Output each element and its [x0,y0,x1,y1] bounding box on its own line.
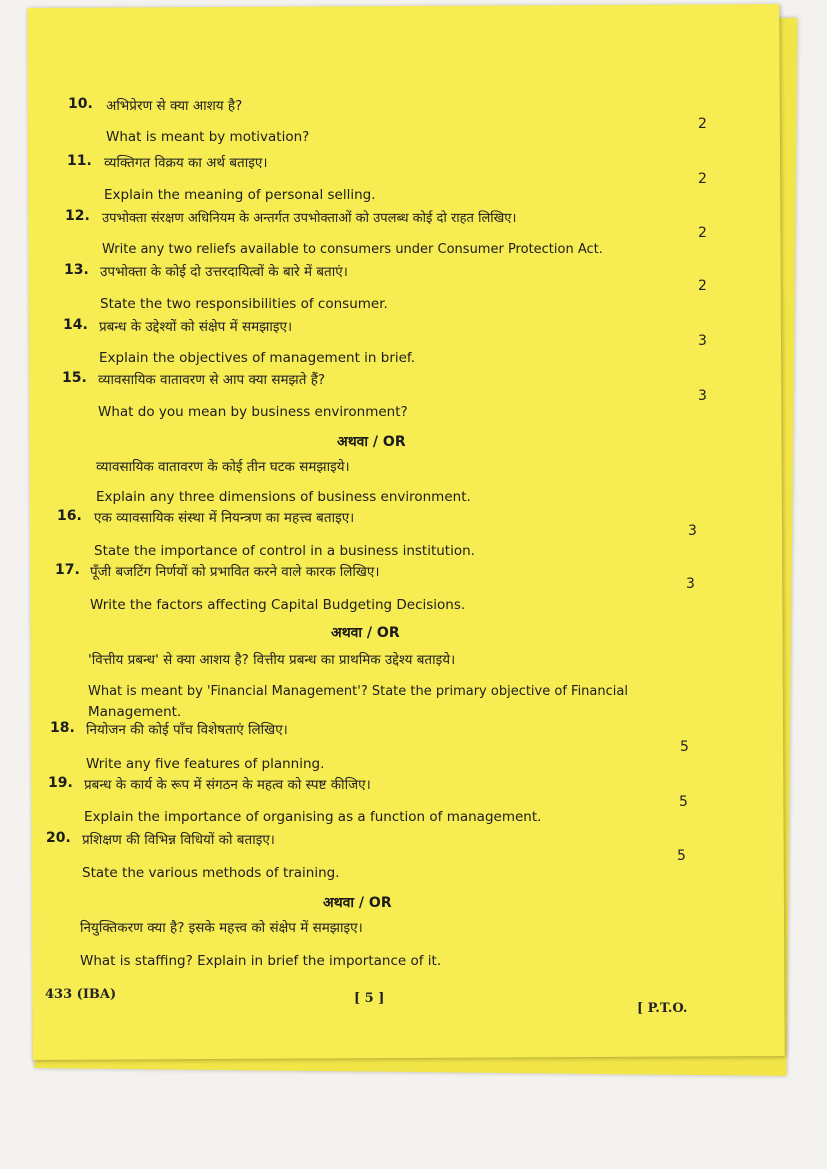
question-marks: 2 [698,171,707,187]
paper-code: 433 (IBA) [45,987,117,1002]
question-marks: 5 [680,739,689,755]
question-number: 16. [57,508,82,524]
question-marks: 2 [698,225,707,241]
question-english: State the various methods of training. [82,865,340,881]
question-hindi: प्रबन्ध के उद्देश्यों को संक्षेप में समझाइए। [99,319,293,335]
question-or-english-continued: Management. [88,704,182,720]
question-english: Explain the objectives of management in brief. [99,350,415,366]
question-number: 14. [63,317,88,333]
question-number: 10. [68,96,93,112]
question-or-english: What is meant by 'Financial Management'? State the primary objective of Financial [88,684,628,699]
question-english: What do you mean by business environment? [98,404,408,420]
question-marks: 3 [688,523,697,539]
question-or-english: What is staffing? Explain in brief the importance of it. [80,953,442,969]
question-marks: 3 [698,333,707,349]
question-english: What is meant by motivation? [106,129,310,145]
question-hindi: व्यावसायिक वातावरण से आप क्या समझते हैं? [98,372,326,388]
or-separator: अथवा / OR [323,895,392,911]
question-or-english: Explain any three dimensions of business environment. [96,489,471,505]
question-number: 11. [67,153,92,169]
question-or-hindi: व्यावसायिक वातावरण के कोई तीन घटक समझाइये। [96,459,350,475]
question-english: State the two responsibilities of consumer. [100,296,388,312]
question-english: Explain the importance of organising as a function of management. [84,809,542,825]
question-hindi: एक व्यावसायिक संस्था में नियन्त्रण का महत्त्व बताइए। [94,510,355,526]
question-english: State the importance of control in a business institution. [94,543,475,559]
question-marks: 5 [679,794,688,810]
question-marks: 2 [698,116,707,132]
question-number: 13. [64,262,89,278]
question-english: Write any two reliefs available to consumers under Consumer Protection Act. [102,242,603,257]
question-number: 18. [50,720,75,736]
question-hindi: व्यक्तिगत विक्रय का अर्थ बताइए। [104,155,268,171]
question-or-hindi: नियुक्तिकरण क्या है? इसके महत्त्व को संक्षेप में समझाइए। [80,920,363,936]
question-number: 20. [46,830,71,846]
question-hindi: पूँजी बजटिंग निर्णयों को प्रभावित करने वाले कारक लिखिए। [90,564,380,580]
page-number: [ 5 ] [354,991,385,1006]
question-number: 15. [62,370,87,386]
question-marks: 3 [698,388,707,404]
question-hindi: प्रशिक्षण की विभिन्न विधियों को बताइए। [82,832,275,848]
question-number: 19. [48,775,73,791]
question-number: 12. [65,208,90,224]
question-marks: 3 [686,576,695,592]
question-marks: 2 [698,278,707,294]
question-marks: 5 [677,848,686,864]
question-english: Explain the meaning of personal selling. [104,187,376,203]
question-hindi: नियोजन की कोई पाँच विशेषताएं लिखिए। [86,722,288,738]
question-or-hindi: 'वित्तीय प्रबन्ध' से क्या आशय है? वित्तीय प्रबन्ध का प्राथमिक उद्देश्य बताइये। [88,652,456,668]
question-hindi: उपभोक्ता संरक्षण अधिनियम के अन्तर्गत उपभोक्ताओं को उपलब्ध कोई दो राहत लिखिए। [102,211,517,226]
question-number: 17. [55,562,80,578]
pto-label: [ P.T.O. [637,1001,688,1016]
question-hindi: प्रबन्ध के कार्य के रूप में संगठन के महत्व को स्पष्ट कीजिए। [84,777,371,793]
question-hindi: उपभोक्ता के कोई दो उत्तरदायित्वों के बारे में बताएं। [100,264,348,280]
or-separator: अथवा / OR [331,625,400,641]
question-hindi: अभिप्रेरण से क्या आशय है? [106,98,243,114]
question-english: Write the factors affecting Capital Budgeting Decisions. [90,597,466,613]
question-english: Write any five features of planning. [86,756,325,772]
or-separator: अथवा / OR [337,434,406,450]
